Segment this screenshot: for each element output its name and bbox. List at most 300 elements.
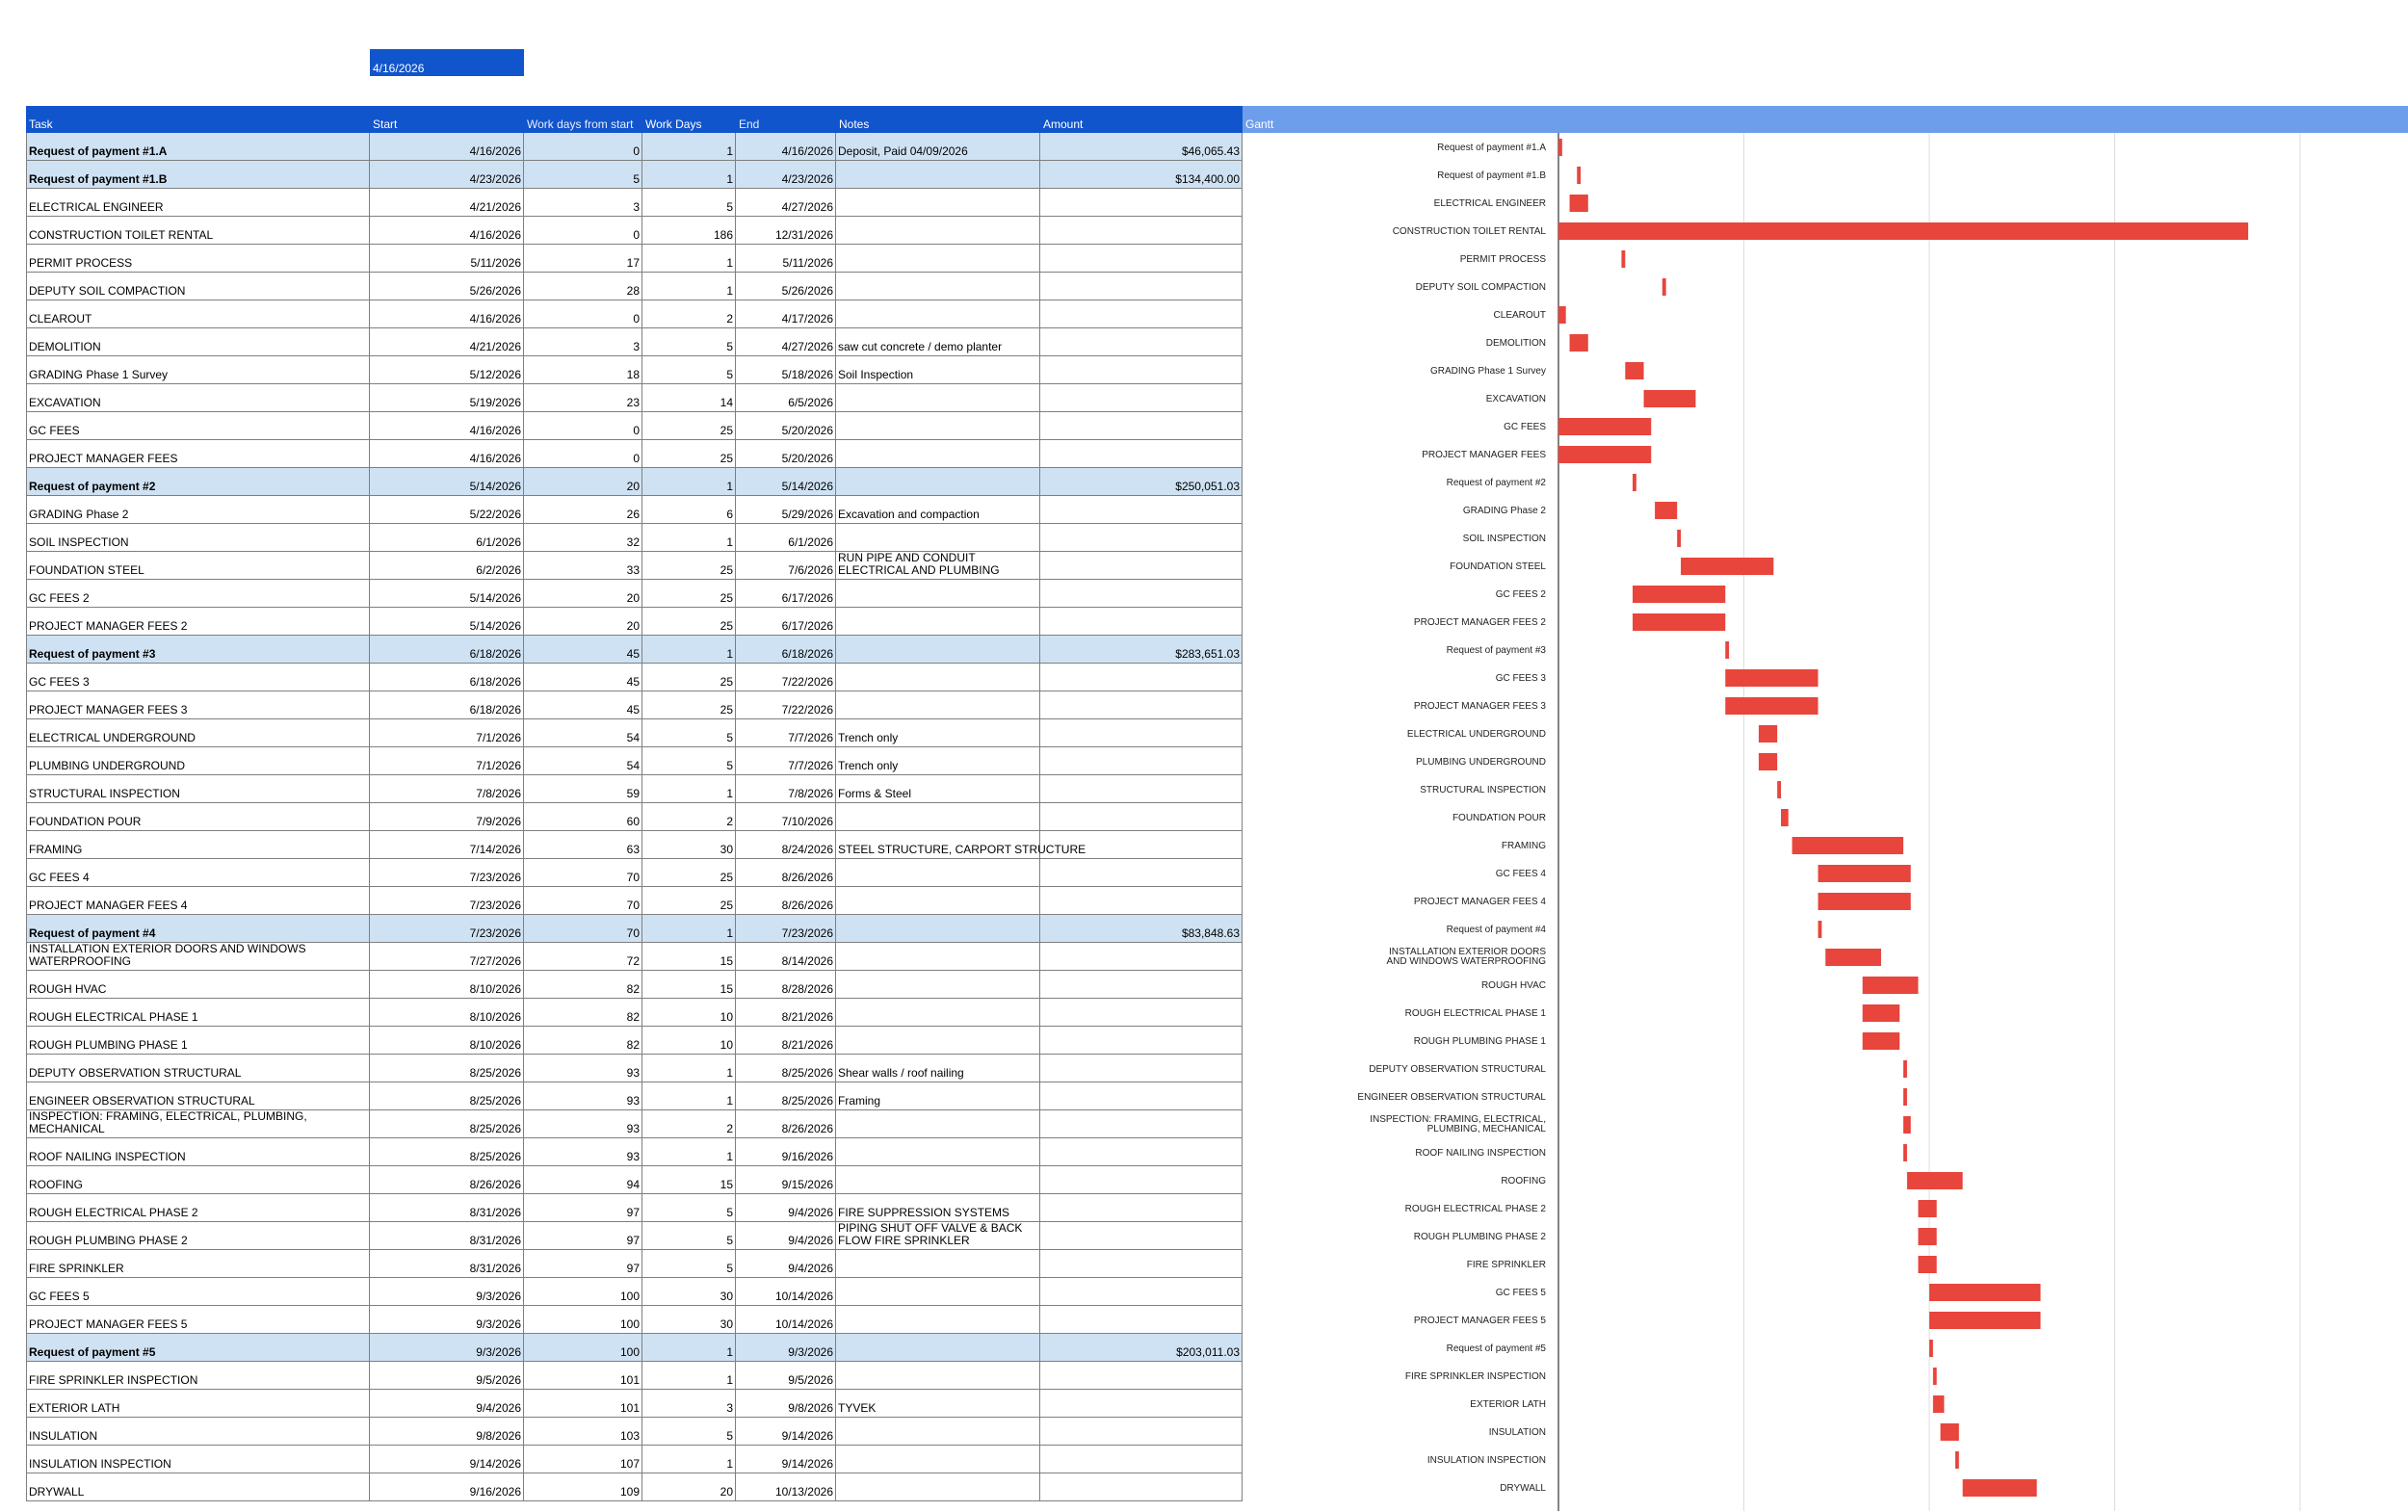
task-cell-text: DEMOLITION [29, 340, 101, 353]
start-cell-text: 4/16/2026 [469, 144, 521, 158]
work-days-cell-text: 10 [720, 1010, 733, 1024]
gantt-category-label: INSTALLATION EXTERIOR DOORS AND WINDOWS WATERPROOFING [1386, 947, 1546, 967]
work-days-from-start-cell-text: 59 [626, 787, 640, 800]
gantt-category-label: GRADING Phase 1 Survey [1429, 366, 1546, 377]
header-amount[interactable]: Amount [1040, 106, 1243, 133]
gantt-bar [1633, 474, 1636, 491]
start-cell-text: 6/18/2026 [469, 703, 521, 717]
start-cell-text: 8/31/2026 [469, 1234, 521, 1247]
start-cell-text: 4/21/2026 [469, 340, 521, 353]
gantt-bar [1941, 1423, 1959, 1441]
gantt-category-label: PROJECT MANAGER FEES 5 [1413, 1316, 1546, 1326]
notes-cell-text: STEEL STRUCTURE, CARPORT STRUCTURE [838, 843, 1086, 856]
task-cell-text: ROUGH PLUMBING PHASE 1 [29, 1038, 188, 1052]
task-cell-text: FIRE SPRINKLER [29, 1262, 124, 1275]
gantt-category-label: SOIL INSPECTION [1462, 534, 1546, 544]
gantt-bar [1759, 753, 1777, 770]
header-work-days[interactable]: Work Days [642, 106, 736, 133]
start-cell-text: 4/16/2026 [469, 452, 521, 465]
work-days-cell-text: 25 [720, 591, 733, 605]
end-cell-text: 9/16/2026 [781, 1150, 833, 1163]
gantt-bar [1570, 195, 1588, 212]
work-days-from-start-cell-text: 100 [619, 1345, 640, 1359]
start-cell-text: 6/1/2026 [476, 535, 521, 549]
gantt-bar [1558, 418, 1651, 435]
work-days-from-start-cell-text: 33 [626, 563, 640, 577]
work-days-from-start-cell-text: 20 [626, 480, 640, 493]
work-days-from-start-cell-text: 72 [626, 954, 640, 968]
end-cell-text: 7/7/2026 [788, 731, 833, 744]
work-days-cell-text: 1 [726, 172, 733, 186]
work-days-from-start-cell-text: 93 [626, 1122, 640, 1135]
task-cell-text: FRAMING [29, 843, 83, 856]
end-cell-text: 8/25/2026 [781, 1094, 833, 1108]
task-cell-text: ROUGH ELECTRICAL PHASE 1 [29, 1010, 198, 1024]
gantt-category-label: ELECTRICAL UNDERGROUND [1406, 729, 1546, 740]
gantt-bar [1725, 641, 1729, 659]
work-days-from-start-cell-text: 20 [626, 619, 640, 633]
start-cell-text: 9/14/2026 [469, 1457, 521, 1471]
task-cell-text: Request of payment #1.A [29, 144, 168, 158]
gantt-bar [1633, 613, 1725, 631]
work-days-from-start-cell-text: 17 [626, 256, 640, 270]
end-cell-text: 6/18/2026 [781, 647, 833, 661]
gantt-bar [1725, 669, 1818, 687]
task-cell-text: SOIL INSPECTION [29, 535, 129, 549]
gantt-bar [1781, 809, 1789, 826]
task-cell-text: ROUGH HVAC [29, 982, 107, 996]
end-cell-text: 9/4/2026 [788, 1262, 833, 1275]
gantt-bar [1677, 530, 1681, 547]
work-days-cell-text: 5 [726, 200, 733, 214]
work-days-from-start-cell-text: 97 [626, 1234, 640, 1247]
end-cell-text: 5/20/2026 [781, 424, 833, 437]
gantt-chart [26, 106, 2408, 1512]
header-work-days-from-start[interactable]: Work days from start [524, 106, 642, 133]
work-days-from-start-cell-text: 3 [633, 200, 640, 214]
notes-cell-text: Excavation and compaction [838, 508, 980, 521]
header-notes[interactable]: Notes [836, 106, 1040, 133]
notes-cell-text: RUN PIPE AND CONDUIT ELECTRICAL AND PLUMBING [838, 551, 1000, 577]
notes-cell-text: TYVEK [838, 1401, 877, 1415]
work-days-cell-text: 25 [720, 452, 733, 465]
gantt-category-label: FIRE SPRINKLER INSPECTION [1404, 1371, 1546, 1382]
gantt-category-label: ROUGH ELECTRICAL PHASE 1 [1404, 1008, 1546, 1019]
gantt-category-label: ROUGH PLUMBING PHASE 2 [1413, 1232, 1546, 1242]
work-days-cell-text: 5 [726, 1429, 733, 1443]
end-cell-text: 5/18/2026 [781, 368, 833, 381]
gantt-bar [1625, 362, 1643, 379]
gantt-bar [1903, 1116, 1911, 1134]
work-days-from-start-cell-text: 45 [626, 647, 640, 661]
task-cell-text: INSULATION [29, 1429, 98, 1443]
gantt-category-label: CONSTRUCTION TOILET RENTAL [1392, 226, 1546, 237]
gantt-bar [1963, 1479, 2037, 1497]
gantt-category-label: ROOF NAILING INSPECTION [1415, 1148, 1546, 1159]
gantt-bar [1903, 1144, 1907, 1161]
amount-cell-text: $134,400.00 [1175, 172, 1240, 186]
task-cell-text: PROJECT MANAGER FEES 4 [29, 899, 188, 912]
work-days-cell-text: 5 [726, 731, 733, 744]
gantt-category-label: STRUCTURAL INSPECTION [1420, 785, 1546, 795]
end-cell-text: 8/26/2026 [781, 899, 833, 912]
start-cell-text: 4/16/2026 [469, 312, 521, 326]
work-days-from-start-cell-text: 0 [633, 312, 640, 326]
end-cell-text: 8/14/2026 [781, 954, 833, 968]
task-cell-text: INSULATION INSPECTION [29, 1457, 171, 1471]
task-cell-text: GC FEES 5 [29, 1290, 90, 1303]
task-cell-text: Request of payment #1.B [29, 172, 168, 186]
start-cell-text: 9/8/2026 [476, 1429, 521, 1443]
gantt-category-label: GC FEES [1504, 422, 1546, 432]
end-cell-text: 9/8/2026 [788, 1401, 833, 1415]
start-cell-text: 8/10/2026 [469, 1010, 521, 1024]
task-cell-text: CONSTRUCTION TOILET RENTAL [29, 228, 214, 242]
gantt-bar [1655, 502, 1677, 519]
gantt-category-label: Request of payment #3 [1446, 645, 1546, 656]
work-days-from-start-cell-text: 45 [626, 675, 640, 689]
start-cell-text: 7/23/2026 [469, 926, 521, 940]
end-cell-text: 4/27/2026 [781, 200, 833, 214]
header-start[interactable]: Start [370, 106, 524, 133]
work-days-from-start-cell-text: 93 [626, 1150, 640, 1163]
gantt-category-label: ELECTRICAL ENGINEER [1433, 198, 1546, 209]
start-cell-text: 6/18/2026 [469, 647, 521, 661]
notes-cell-text: Trench only [838, 731, 899, 744]
task-cell-text: ROOFING [29, 1178, 83, 1191]
amount-cell-text: $283,651.03 [1175, 647, 1240, 661]
work-days-from-start-cell-text: 18 [626, 368, 640, 381]
gantt-bar [1644, 390, 1696, 407]
start-cell-text: 4/16/2026 [469, 228, 521, 242]
task-cell-text: GC FEES 2 [29, 591, 90, 605]
work-days-cell-text: 5 [726, 1234, 733, 1247]
gantt-bar [1933, 1395, 1945, 1413]
work-days-cell-text: 186 [713, 228, 733, 242]
end-cell-text: 9/14/2026 [781, 1457, 833, 1471]
header-task[interactable]: Task [26, 106, 370, 133]
work-days-from-start-cell-text: 82 [626, 1038, 640, 1052]
gantt-bar [1903, 1088, 1907, 1106]
start-cell-text: 8/25/2026 [469, 1122, 521, 1135]
gantt-category-label: DRYWALL [1500, 1483, 1546, 1494]
notes-cell-text: Trench only [838, 759, 899, 772]
start-cell-text: 8/25/2026 [469, 1094, 521, 1108]
work-days-from-start-cell-text: 100 [619, 1317, 640, 1331]
gantt-bar [1933, 1368, 1937, 1385]
task-cell-text: GRADING Phase 2 [29, 508, 129, 521]
work-days-cell-text: 1 [726, 647, 733, 661]
gantt-category-label: PROJECT MANAGER FEES [1422, 450, 1546, 460]
work-days-cell-text: 15 [720, 954, 733, 968]
end-cell-text: 8/21/2026 [781, 1010, 833, 1024]
gantt-bar [1662, 278, 1666, 296]
work-days-cell-text: 1 [726, 1373, 733, 1387]
end-cell-text: 4/23/2026 [781, 172, 833, 186]
work-days-from-start-cell-text: 20 [626, 591, 640, 605]
work-days-cell-text: 5 [726, 368, 733, 381]
end-cell-text: 8/28/2026 [781, 982, 833, 996]
gantt-category-label: EXTERIOR LATH [1470, 1399, 1546, 1410]
end-cell-text: 7/10/2026 [781, 815, 833, 828]
end-cell-text: 9/3/2026 [788, 1345, 833, 1359]
start-cell-text: 5/11/2026 [470, 256, 521, 270]
work-days-from-start-cell-text: 28 [626, 284, 640, 298]
gantt-bar [1577, 167, 1581, 184]
work-days-from-start-cell-text: 94 [626, 1178, 640, 1191]
end-cell-text: 8/25/2026 [781, 1066, 833, 1080]
gantt-category-label: GC FEES 3 [1495, 673, 1546, 684]
task-cell-text: PROJECT MANAGER FEES [29, 452, 178, 465]
work-days-from-start-cell-text: 93 [626, 1066, 640, 1080]
gantt-category-label: PLUMBING UNDERGROUND [1415, 757, 1546, 768]
end-cell-text: 6/17/2026 [781, 619, 833, 633]
task-cell-text: ENGINEER OBSERVATION STRUCTURAL [29, 1094, 255, 1108]
start-cell-text: 5/12/2026 [469, 368, 521, 381]
work-days-from-start-cell-text: 70 [626, 926, 640, 940]
work-days-cell-text: 1 [726, 1094, 733, 1108]
start-cell-text: 8/10/2026 [469, 1038, 521, 1052]
work-days-from-start-cell-text: 5 [633, 172, 640, 186]
end-cell-text: 7/22/2026 [781, 675, 833, 689]
work-days-cell-text: 1 [726, 1066, 733, 1080]
work-days-cell-text: 25 [720, 424, 733, 437]
work-days-from-start-cell-text: 82 [626, 982, 640, 996]
end-cell-text: 8/26/2026 [781, 871, 833, 884]
end-cell-text: 10/14/2026 [774, 1290, 833, 1303]
work-days-from-start-cell-text: 101 [619, 1401, 640, 1415]
gantt-category-label: Request of payment #5 [1446, 1343, 1546, 1354]
gantt-bar [1955, 1451, 1959, 1469]
gantt-bar [1558, 306, 1566, 324]
gantt-category-label: GRADING Phase 2 [1462, 506, 1546, 516]
work-days-cell-text: 20 [720, 1485, 733, 1499]
notes-cell-text: Shear walls / roof nailing [838, 1066, 964, 1080]
task-cell-text: PROJECT MANAGER FEES 2 [29, 619, 188, 633]
work-days-cell-text: 2 [726, 815, 733, 828]
work-days-cell-text: 25 [720, 619, 733, 633]
work-days-cell-text: 1 [726, 535, 733, 549]
gantt-category-label: Request of payment #1.A [1437, 143, 1546, 153]
work-days-from-start-cell-text: 82 [626, 1010, 640, 1024]
gantt-category-label: DEMOLITION [1485, 338, 1546, 349]
start-cell-text: 9/3/2026 [476, 1290, 521, 1303]
work-days-from-start-cell-text: 0 [633, 144, 640, 158]
start-cell-text: 7/1/2026 [476, 731, 521, 744]
start-cell-text: 4/23/2026 [469, 172, 521, 186]
start-cell-text: 4/16/2026 [469, 424, 521, 437]
task-cell-text: Request of payment #3 [29, 647, 156, 661]
work-days-cell-text: 15 [720, 982, 733, 996]
task-cell-text: CLEAROUT [29, 312, 92, 326]
gantt-bar [1819, 893, 1911, 910]
start-cell-text: 4/21/2026 [469, 200, 521, 214]
start-cell-text: 9/3/2026 [476, 1345, 521, 1359]
start-cell-text: 7/1/2026 [476, 759, 521, 772]
start-cell-text: 5/19/2026 [469, 396, 521, 409]
gantt-category-label: PROJECT MANAGER FEES 4 [1413, 897, 1546, 907]
start-cell-text: 5/14/2026 [469, 619, 521, 633]
work-days-cell-text: 25 [720, 899, 733, 912]
end-cell-text: 5/20/2026 [781, 452, 833, 465]
start-cell-text: 9/5/2026 [476, 1373, 521, 1387]
work-days-cell-text: 5 [726, 340, 733, 353]
gantt-category-label: PROJECT MANAGER FEES 2 [1413, 617, 1546, 628]
gantt-bar [1918, 1256, 1936, 1273]
start-cell-text: 6/18/2026 [469, 675, 521, 689]
work-days-from-start-cell-text: 23 [626, 396, 640, 409]
gantt-bar [1918, 1200, 1936, 1217]
project-start-date-cell[interactable]: 4/16/2026 [370, 49, 524, 76]
gantt-bar [1863, 1004, 1900, 1022]
gantt-bar [1558, 222, 2248, 240]
task-cell-text: DEPUTY SOIL COMPACTION [29, 284, 186, 298]
notes-cell-text: Forms & Steel [838, 787, 912, 800]
work-days-cell-text: 3 [726, 1401, 733, 1415]
gantt-bar [1558, 446, 1651, 463]
notes-cell-text: Framing [838, 1094, 881, 1108]
gantt-bar [1777, 781, 1781, 798]
work-days-from-start-cell-text: 0 [633, 452, 640, 465]
gantt-category-label: ENGINEER OBSERVATION STRUCTURAL [1357, 1092, 1546, 1103]
work-days-from-start-cell-text: 101 [619, 1373, 640, 1387]
header-gantt[interactable]: Gantt [1243, 106, 2408, 133]
start-cell-text: 9/16/2026 [469, 1485, 521, 1499]
task-cell-text: ELECTRICAL UNDERGROUND [29, 731, 196, 744]
start-cell-text: 9/3/2026 [476, 1317, 521, 1331]
work-days-from-start-cell-text: 97 [626, 1206, 640, 1219]
start-cell-text: 6/2/2026 [476, 563, 521, 577]
notes-cell-text: Soil Inspection [838, 368, 914, 381]
end-cell-text: 4/17/2026 [781, 312, 833, 326]
end-cell-text: 7/6/2026 [788, 563, 833, 577]
work-days-from-start-cell-text: 93 [626, 1094, 640, 1108]
gantt-category-label: ROUGH ELECTRICAL PHASE 2 [1404, 1204, 1546, 1214]
end-cell-text: 9/14/2026 [781, 1429, 833, 1443]
gantt-bar [1825, 949, 1881, 966]
task-cell-text: Request of payment #5 [29, 1345, 156, 1359]
gantt-category-label: GC FEES 5 [1495, 1288, 1546, 1298]
start-cell-text: 7/8/2026 [476, 787, 521, 800]
work-days-from-start-cell-text: 26 [626, 508, 640, 521]
gantt-bar [1907, 1172, 1963, 1189]
gantt-bar [1929, 1340, 1933, 1357]
task-cell-text: INSTALLATION EXTERIOR DOORS AND WINDOWS WATERPROOFING [29, 942, 306, 968]
end-cell-text: 7/7/2026 [788, 759, 833, 772]
notes-cell-text: Deposit, Paid 04/09/2026 [838, 144, 968, 158]
work-days-cell-text: 5 [726, 1262, 733, 1275]
gantt-category-label: PERMIT PROCESS [1459, 254, 1546, 265]
work-days-cell-text: 6 [726, 508, 733, 521]
work-days-from-start-cell-text: 0 [633, 424, 640, 437]
start-cell-text: 8/10/2026 [469, 982, 521, 996]
gantt-category-label: INSULATION INSPECTION [1426, 1455, 1546, 1466]
work-days-from-start-cell-text: 107 [619, 1457, 640, 1471]
end-cell-text: 8/24/2026 [781, 843, 833, 856]
amount-cell-text: $83,848.63 [1181, 926, 1240, 940]
task-cell-text: PROJECT MANAGER FEES 3 [29, 703, 188, 717]
task-cell-text: GRADING Phase 1 Survey [29, 368, 169, 381]
task-cell-text: FOUNDATION STEEL [29, 563, 144, 577]
task-cell-text: INSPECTION: FRAMING, ELECTRICAL, PLUMBING, MECHANICAL [29, 1109, 307, 1135]
end-cell-text: 6/5/2026 [788, 396, 833, 409]
task-cell-text: FOUNDATION POUR [29, 815, 142, 828]
gantt-bar [1819, 921, 1822, 938]
end-cell-text: 7/22/2026 [781, 703, 833, 717]
end-cell-text: 8/26/2026 [781, 1122, 833, 1135]
start-cell-text: 7/27/2026 [469, 954, 521, 968]
work-days-cell-text: 2 [726, 1122, 733, 1135]
work-days-cell-text: 1 [726, 284, 733, 298]
gantt-category-label: Request of payment #4 [1446, 925, 1546, 935]
end-cell-text: 9/4/2026 [788, 1234, 833, 1247]
work-days-from-start-cell-text: 45 [626, 703, 640, 717]
work-days-from-start-cell-text: 70 [626, 899, 640, 912]
end-cell-text: 10/14/2026 [774, 1317, 833, 1331]
work-days-from-start-cell-text: 3 [633, 340, 640, 353]
gantt-bar [1793, 837, 1904, 854]
work-days-cell-text: 25 [720, 703, 733, 717]
work-days-cell-text: 1 [726, 144, 733, 158]
task-cell-text: EXTERIOR LATH [29, 1401, 120, 1415]
gantt-category-label: INSPECTION: FRAMING, ELECTRICAL, PLUMBING, MECHANICAL [1370, 1114, 1546, 1134]
end-cell-text: 5/29/2026 [781, 508, 833, 521]
work-days-from-start-cell-text: 70 [626, 871, 640, 884]
end-cell-text: 9/4/2026 [788, 1206, 833, 1219]
header-end[interactable]: End [736, 106, 836, 133]
amount-cell-text: $250,051.03 [1175, 480, 1240, 493]
work-days-cell-text: 15 [720, 1178, 733, 1191]
gantt-bar [1681, 558, 1773, 575]
work-days-from-start-cell-text: 103 [619, 1429, 640, 1443]
gantt-bar [1929, 1284, 2041, 1301]
gantt-bar [1725, 697, 1818, 715]
start-cell-text: 7/23/2026 [469, 871, 521, 884]
work-days-cell-text: 1 [726, 1457, 733, 1471]
end-cell-text: 7/8/2026 [788, 787, 833, 800]
start-cell-text: 7/23/2026 [469, 899, 521, 912]
gantt-category-label: ROUGH HVAC [1480, 980, 1546, 991]
task-cell-text: ROUGH PLUMBING PHASE 2 [29, 1234, 188, 1247]
task-cell-text: ELECTRICAL ENGINEER [29, 200, 164, 214]
gantt-category-label: GC FEES 2 [1495, 589, 1546, 600]
task-cell-text: PERMIT PROCESS [29, 256, 133, 270]
end-cell-text: 12/31/2026 [774, 228, 833, 242]
work-days-cell-text: 1 [726, 480, 733, 493]
work-days-from-start-cell-text: 0 [633, 228, 640, 242]
start-cell-text: 5/22/2026 [469, 508, 521, 521]
gantt-bar [1929, 1312, 2041, 1329]
gantt-category-label: ROUGH PLUMBING PHASE 1 [1413, 1036, 1546, 1047]
work-days-from-start-cell-text: 60 [626, 815, 640, 828]
notes-cell-text: FIRE SUPPRESSION SYSTEMS [838, 1206, 1010, 1219]
task-cell-text: STRUCTURAL INSPECTION [29, 787, 180, 800]
gantt-bar [1558, 139, 1562, 156]
schedule-sheet [26, 106, 2408, 1512]
gantt-bar [1863, 1032, 1900, 1050]
gantt-bar [1633, 586, 1725, 603]
gantt-category-label: ROOFING [1501, 1176, 1546, 1186]
start-cell-text: 5/14/2026 [469, 480, 521, 493]
work-days-cell-text: 25 [720, 675, 733, 689]
start-cell-text: 8/31/2026 [469, 1206, 521, 1219]
task-cell-text: FIRE SPRINKLER INSPECTION [29, 1373, 198, 1387]
task-cell-text: Request of payment #4 [29, 926, 156, 940]
end-cell-text: 5/11/2026 [782, 256, 833, 270]
end-cell-text: 4/16/2026 [781, 144, 833, 158]
end-cell-text: 6/17/2026 [781, 591, 833, 605]
work-days-cell-text: 30 [720, 1290, 733, 1303]
